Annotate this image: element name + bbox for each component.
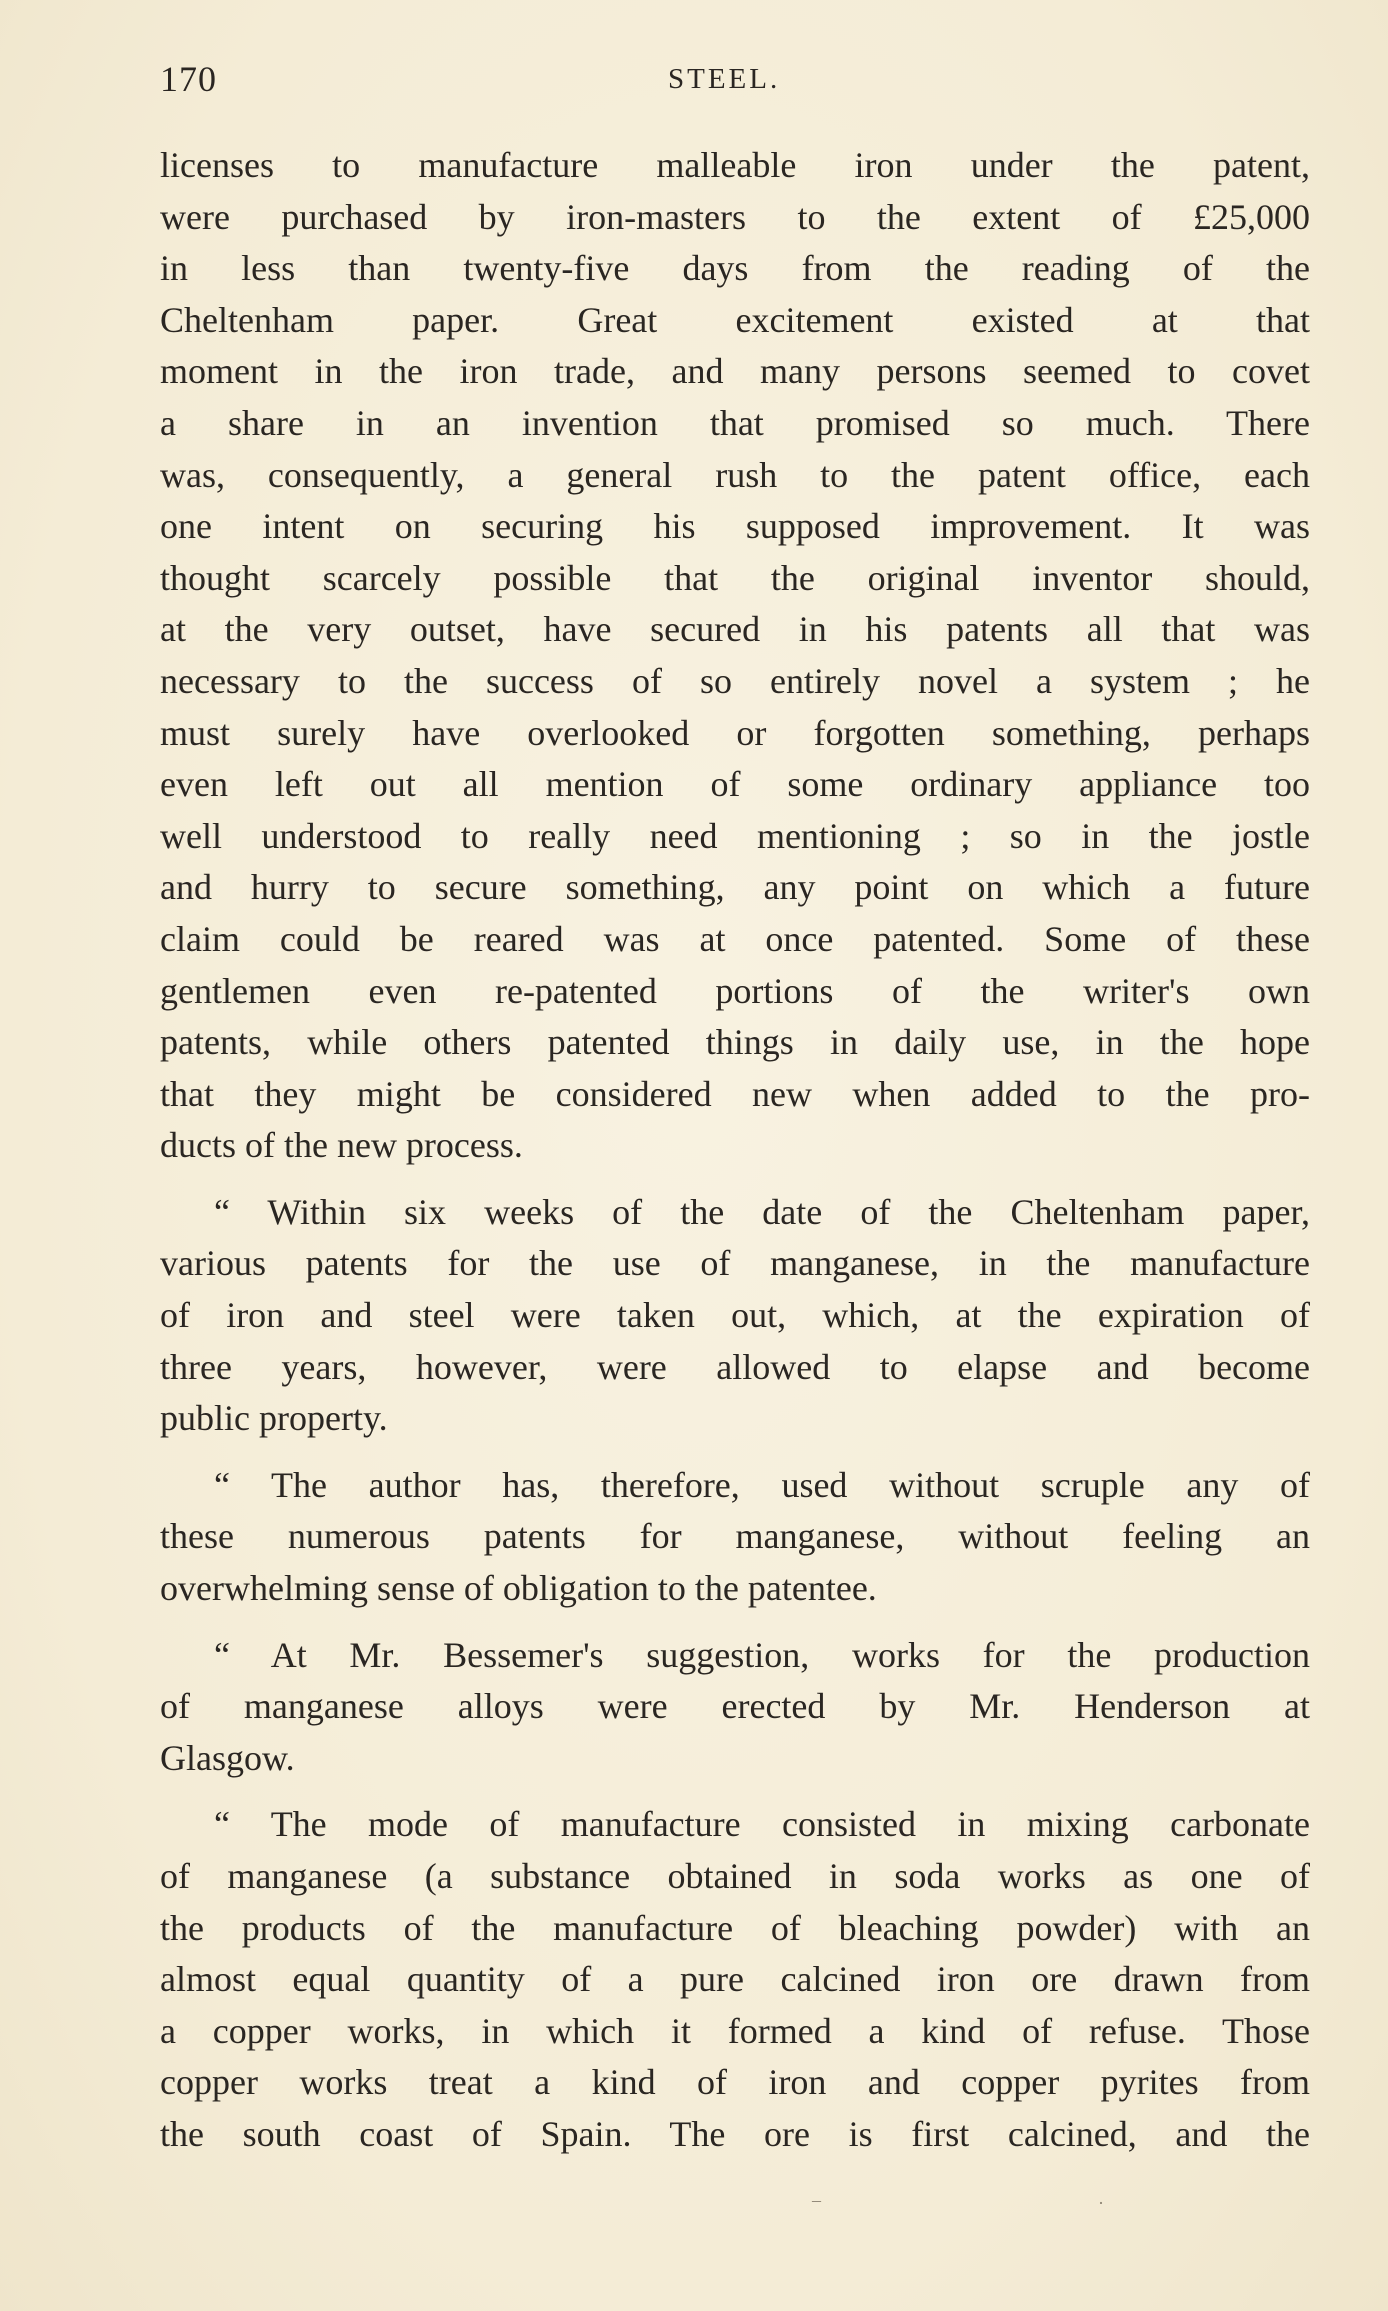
text-line: necessary to the success of so entirely novel a system ; he (160, 660, 1310, 701)
text-line: moment in the iron trade, and many persons seemed to covet (160, 351, 1310, 392)
text-line: three years, however, were allowed to elapse and become (160, 1346, 1310, 1387)
text-line: of manganese alloys were erected by Mr. Henderson at (160, 1686, 1310, 1727)
text-line: various patents for the use of manganese, in the manufacture (160, 1243, 1310, 1284)
body-text (160, 140, 1310, 2176)
text-line: copper works treat a kind of iron and copper pyrites from (160, 2062, 1310, 2103)
text-line: gentlemen even re-patented portions of the writer's own (160, 970, 1310, 1011)
text-line: the south coast of Spain. The ore is first calcined, and the (160, 2113, 1310, 2154)
text-line: of iron and steel were taken out, which, at the expiration of (160, 1295, 1310, 1336)
text-line: thought scarcely possible that the original inventor should, (160, 557, 1310, 598)
text-line: “ The mode of manufacture consisted in mixing carbonate (214, 1804, 1310, 1845)
paragraph-4 (160, 1630, 1310, 1785)
paragraph-1 (160, 140, 1310, 1172)
text-line: a share in an invention that promised so much. There (160, 402, 1310, 443)
text-line: patents, while others patented things in daily use, in the hope (160, 1022, 1310, 1063)
page-number: 170 (160, 59, 217, 99)
text-line: well understood to really need mentioning ; so in the jostle (160, 815, 1310, 856)
text-line: these numerous patents for manganese, without feeling an (160, 1516, 1310, 1557)
text-line: claim could be reared was at once patented. Some of these (160, 918, 1310, 959)
text-line: ducts of the new process. (160, 1125, 523, 1166)
text-line: even left out all mention of some ordinary appliance too (160, 764, 1310, 805)
print-speck-mark: – (812, 2190, 821, 2210)
text-line: and hurry to secure something, any point on which a future (160, 867, 1310, 908)
text-line: was, consequently, a general rush to the patent office, each (160, 454, 1310, 495)
running-head: STEEL. (668, 63, 781, 95)
paragraph-5 (160, 1799, 1310, 2160)
text-line: a copper works, in which it formed a kind of refuse. Those (160, 2010, 1310, 2051)
text-line: must surely have overlooked or forgotten something, perhaps (160, 712, 1310, 753)
paragraph-3 (160, 1460, 1310, 1615)
text-line: licenses to manufacture malleable iron under the patent, (160, 145, 1310, 185)
text-line: “ At Mr. Bessemer's suggestion, works for the production (214, 1634, 1310, 1675)
text-line: “ The author has, therefore, used without scruple any of (214, 1464, 1310, 1505)
paragraph-2 (160, 1187, 1310, 1445)
text-line: “ Within six weeks of the date of the Cheltenham paper, (214, 1191, 1310, 1232)
text-line: one intent on securing his supposed improvement. It was (160, 506, 1310, 547)
text-line: Cheltenham paper. Great excitement existed at that (160, 299, 1310, 340)
text-line: were purchased by iron-masters to the extent of £25,000 (160, 196, 1310, 237)
text-line: public property. (160, 1398, 388, 1439)
text-line: that they might be considered new when added to the pro- (160, 1073, 1310, 1114)
text-line: at the very outset, have secured in his patents all that was (160, 609, 1310, 650)
text-line: the products of the manufacture of bleaching powder) with an (160, 1907, 1310, 1948)
page-header (160, 58, 1310, 108)
text-line: Glasgow. (160, 1737, 295, 1778)
text-line: in less than twenty-five days from the reading of the (160, 248, 1310, 289)
print-speck-mark: · (1098, 2193, 1104, 2213)
text-line: overwhelming sense of obligation to the patentee. (160, 1568, 877, 1609)
text-line: almost equal quantity of a pure calcined iron ore drawn from (160, 1959, 1310, 2000)
text-line: of manganese (a substance obtained in soda works as one of (160, 1856, 1310, 1896)
